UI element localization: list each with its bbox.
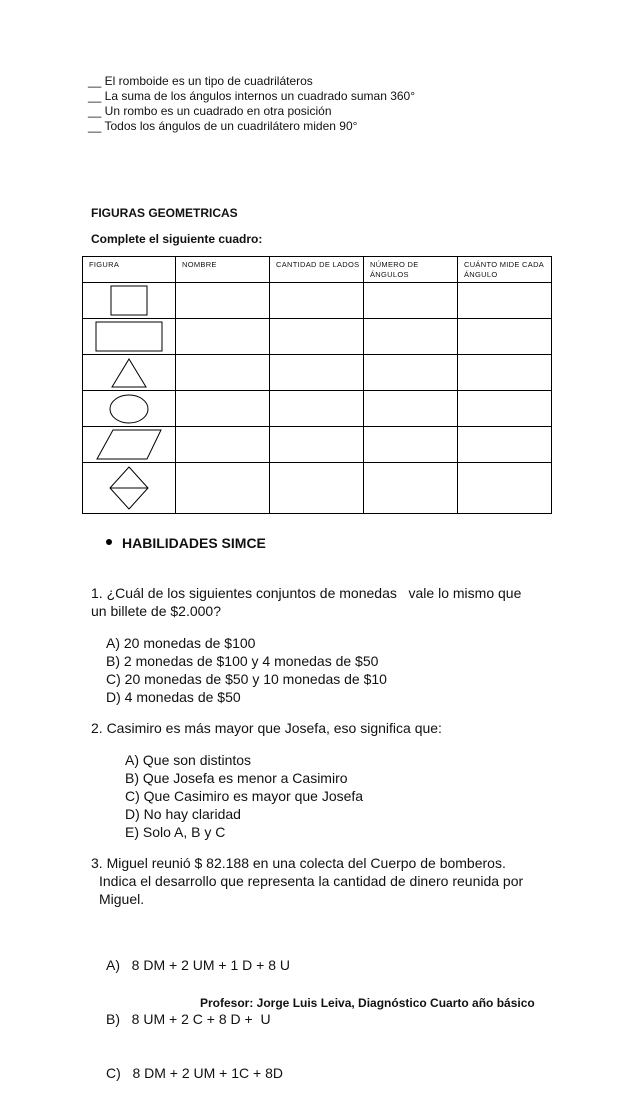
- rectangle-icon: [89, 320, 169, 354]
- question-2-text: 2. Casimiro es más mayor que Josefa, eso significa que:: [91, 720, 442, 736]
- angles-cell[interactable]: [364, 463, 458, 514]
- angles-cell[interactable]: [364, 427, 458, 463]
- question-2-options: [125, 751, 363, 841]
- question-3: [91, 854, 523, 908]
- angles-cell[interactable]: [364, 355, 458, 391]
- option[interactable]: D) No hay claridad: [125, 806, 241, 822]
- square-icon: [99, 284, 159, 318]
- table-row: [83, 283, 552, 319]
- figures-table: [82, 256, 552, 514]
- question-3-options: [106, 920, 290, 1100]
- figure-cell: [83, 355, 176, 391]
- angle-measure-cell[interactable]: [458, 463, 552, 514]
- angle-measure-cell[interactable]: [458, 427, 552, 463]
- true-false-list: [88, 74, 415, 134]
- angles-cell[interactable]: [364, 391, 458, 427]
- table-row: [83, 319, 552, 355]
- tf-item: __ El romboide es un tipo de cuadriláteros: [88, 74, 313, 88]
- option[interactable]: A) Que son distintos: [125, 752, 252, 768]
- question-1: [91, 584, 521, 620]
- rhombus-icon: [99, 464, 159, 512]
- angle-measure-cell[interactable]: [458, 355, 552, 391]
- sides-cell[interactable]: [270, 355, 364, 391]
- name-cell[interactable]: [176, 427, 270, 463]
- table-row: [83, 427, 552, 463]
- question-3-text: Miguel.: [99, 891, 145, 907]
- name-cell[interactable]: [176, 391, 270, 427]
- name-cell[interactable]: [176, 463, 270, 514]
- table-row: [83, 355, 552, 391]
- option[interactable]: C) 8 DM + 2 UM + 1C + 8D: [106, 1065, 283, 1081]
- name-cell[interactable]: [176, 355, 270, 391]
- option[interactable]: D) 4 monedas de $50: [106, 689, 241, 705]
- section-title: FIGURAS GEOMETRICAS: [91, 206, 238, 220]
- header-medida: CUÁNTO MIDE CADA ÁNGULO: [458, 257, 552, 283]
- question-1-options: [106, 634, 387, 706]
- angles-cell[interactable]: [364, 283, 458, 319]
- tf-item: __ La suma de los ángulos internos un cuadrado suman 360°: [88, 89, 416, 103]
- triangle-icon: [99, 356, 159, 390]
- figure-cell: [83, 283, 176, 319]
- figure-cell: [83, 427, 176, 463]
- header-lados: CANTIDAD DE LADOS: [270, 257, 364, 283]
- option[interactable]: B) 2 monedas de $100 y 4 monedas de $50: [106, 653, 379, 669]
- question-3-text: 3. Miguel reunió $ 82.188 en una colecta del Cuerpo de bomberos.: [91, 855, 506, 871]
- tf-item: __ Todos los ángulos de un cuadrilátero miden 90°: [88, 119, 358, 133]
- sides-cell[interactable]: [270, 427, 364, 463]
- angle-measure-cell[interactable]: [458, 319, 552, 355]
- question-1-text: un billete de $2.000?: [91, 603, 221, 619]
- angle-measure-cell[interactable]: [458, 391, 552, 427]
- sides-cell[interactable]: [270, 283, 364, 319]
- parallelogram-icon: [89, 428, 169, 462]
- table-header-row: [83, 257, 552, 283]
- question-2: [91, 719, 442, 737]
- option[interactable]: B) Que Josefa es menor a Casimiro: [125, 770, 348, 786]
- angle-measure-cell[interactable]: [458, 283, 552, 319]
- option[interactable]: A) 8 DM + 2 UM + 1 D + 8 U: [106, 957, 291, 973]
- option[interactable]: E) Solo A, B y C: [125, 824, 226, 840]
- option[interactable]: B) 8 UM + 2 C + 8 D + U: [106, 1011, 271, 1027]
- name-cell[interactable]: [176, 319, 270, 355]
- circle-icon: [99, 392, 159, 426]
- simce-heading: [106, 535, 266, 551]
- simce-title: HABILIDADES SIMCE: [122, 535, 266, 551]
- tf-item: __ Un rombo es un cuadrado en otra posición: [88, 104, 332, 118]
- table-row: [83, 391, 552, 427]
- figure-cell: [83, 319, 176, 355]
- sides-cell[interactable]: [270, 391, 364, 427]
- option[interactable]: C) Que Casimiro es mayor que Josefa: [125, 788, 364, 804]
- question-3-text: Indica el desarrollo que representa la cantidad de dinero reunida por: [99, 873, 524, 889]
- header-angulos: NÚMERO DE ÁNGULOS: [364, 257, 458, 283]
- option[interactable]: A) 20 monedas de $100: [106, 635, 256, 651]
- header-nombre: NOMBRE: [176, 257, 270, 283]
- option[interactable]: C) 20 monedas de $50 y 10 monedas de $10: [106, 671, 387, 687]
- question-1-text: 1. ¿Cuál de los siguientes conjuntos de monedas vale lo mismo que: [91, 585, 522, 601]
- footer: Profesor: Jorge Luis Leiva, Diagnóstico Cuarto año básico: [200, 996, 535, 1010]
- header-figura: FIGURA: [83, 257, 176, 283]
- instruction: Complete el siguiente cuadro:: [91, 232, 263, 246]
- table-row: [83, 463, 552, 514]
- name-cell[interactable]: [176, 283, 270, 319]
- figure-cell: [83, 463, 176, 514]
- sides-cell[interactable]: [270, 463, 364, 514]
- bullet-icon: [106, 539, 112, 545]
- sides-cell[interactable]: [270, 319, 364, 355]
- angles-cell[interactable]: [364, 319, 458, 355]
- figure-cell: [83, 391, 176, 427]
